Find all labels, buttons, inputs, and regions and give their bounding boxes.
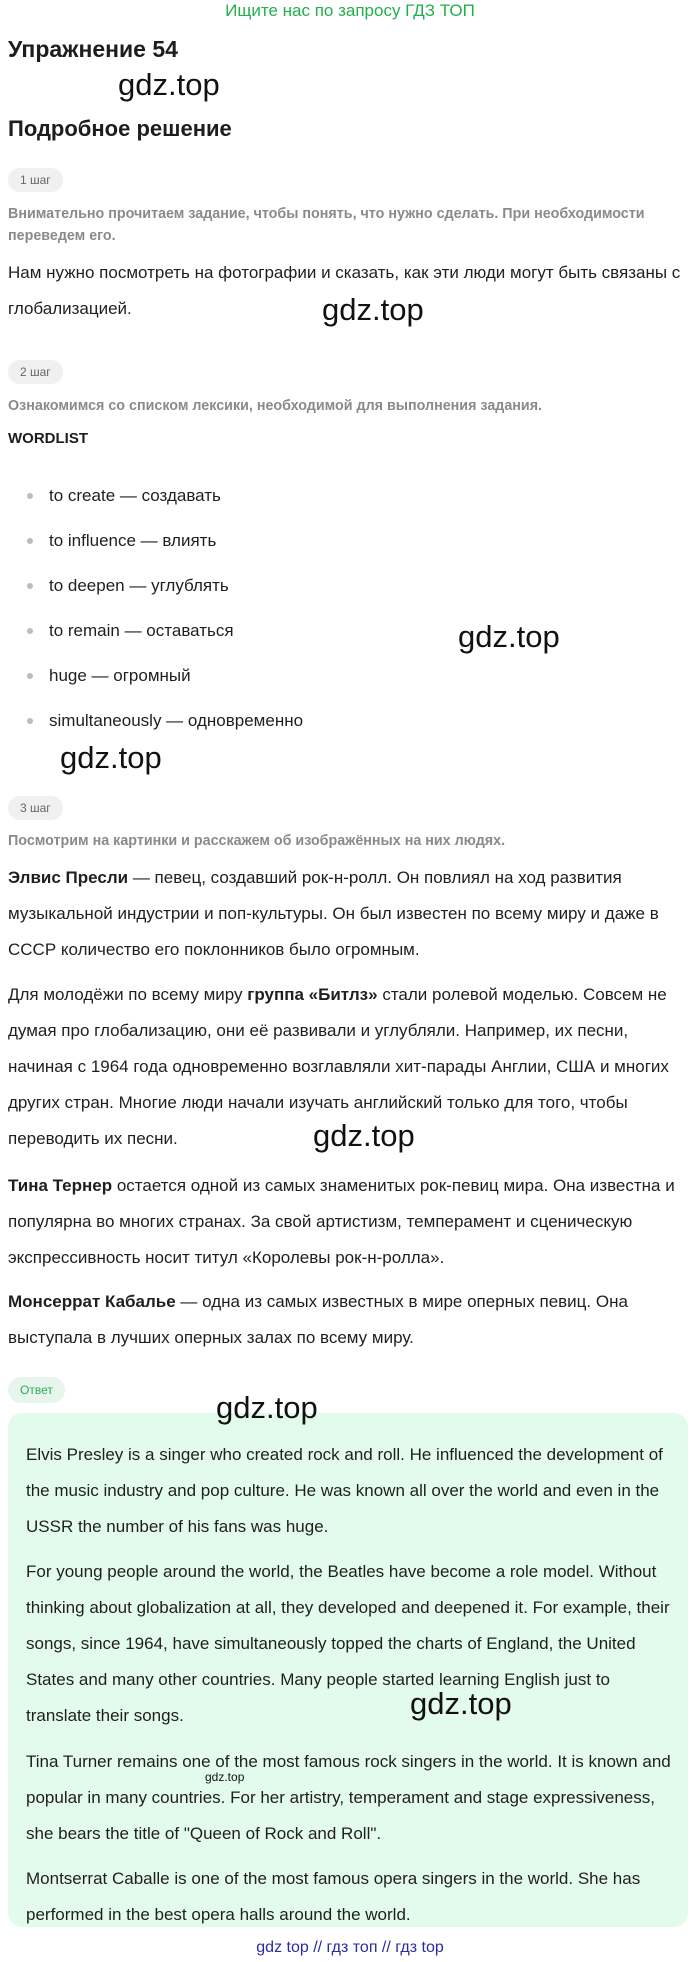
wordlist-heading: WORDLIST xyxy=(8,430,88,447)
step-3-caballe-paragraph xyxy=(8,1284,694,1356)
watermark: gdz.top xyxy=(313,1118,415,1153)
tina-name: Тина Тернер xyxy=(8,1176,113,1195)
beatles-text: стали ролевой моделью. Совсем не думая про глобализацию, они её развивали и углубляли. Например, их песни, начиная с 1964 года одновременно возглавляли хит-парады Англии, США и многих других стран. Многие люди начали изучать английский только для того, чтобы переводить их песни. xyxy=(8,985,669,1148)
step-1-tag: 1 шаг xyxy=(8,168,63,192)
elvis-name: Элвис Пресли xyxy=(8,868,129,887)
list-item: to create — создавать xyxy=(0,473,700,518)
list-item: simultaneously — одновременно xyxy=(0,698,700,743)
watermark: gdz.top xyxy=(322,292,424,327)
answer-paragraph: For young people around the world, the Beatles have become a role model. Without thinking about globalization at all, they developed and deepened it. For example, their songs, since 1964, have simultaneously topped the charts of England, the United States and many other countries. Many people started learning English just to translate their songs. xyxy=(26,1562,670,1725)
elvis-text: — певец, создавший рок-н-ролл. Он повлиял на ход развития музыкальной индустрии и поп-культуры. Он был известен по всему миру и даже в СССР количество его поклонников было огромным. xyxy=(8,868,659,959)
step-1-hint: Внимательно прочитаем задание, чтобы понять, что нужно сделать. При необходимости переведем его. xyxy=(8,206,645,244)
answer-paragraph: Montserrat Caballe is one of the most famous opera singers in the world. She has performed in the best opera halls around the world. xyxy=(26,1869,641,1924)
exercise-title: Упражнение 54 xyxy=(8,36,178,62)
answer-paragraph: Elvis Presley is a singer who created rock and roll. He influenced the development of the music industry and pop culture. He was known all over the world and even in the USSR the number of his fans was huge. xyxy=(26,1445,663,1536)
beatles-name: группа «Битлз» xyxy=(247,985,378,1004)
watermark: gdz.top xyxy=(216,1390,318,1425)
tina-text: остается одной из самых знаменитых рок-певиц мира. Она известна и популярна во многих странах. За свой артистизм, темперамент и сценическую экспрессивность носит титул «Королевы рок-н-ролла». xyxy=(8,1176,675,1267)
step-3-tina-paragraph xyxy=(8,1168,694,1276)
watermark: gdz.top xyxy=(60,740,162,775)
list-item: to deepen — углублять xyxy=(0,563,700,608)
watermark: gdz.top xyxy=(118,67,220,102)
watermark-small: gdz.top xyxy=(205,1770,245,1784)
list-item: huge — огромный xyxy=(0,653,700,698)
wordlist xyxy=(0,473,700,743)
step-3-hint: Посмотрим на картинки и расскажем об изображённых на них людях. xyxy=(8,833,506,849)
step-3-tag: 3 шаг xyxy=(8,796,63,820)
caballe-text: — одна из самых известных в мире оперных певиц. Она выступала в лучших оперных залах по всему миру. xyxy=(8,1292,628,1347)
watermark: gdz.top xyxy=(410,1686,512,1721)
beatles-text-start: Для молодёжи по всему миру xyxy=(8,985,248,1004)
step-3-elvis-paragraph xyxy=(8,860,694,968)
list-item: to remain — оставаться xyxy=(0,608,700,653)
list-item: to influence — влиять xyxy=(0,518,700,563)
solution-heading: Подробное решение xyxy=(8,116,232,141)
step-2-tag: 2 шаг xyxy=(8,360,63,384)
search-banner: Ищите нас по запросу ГДЗ ТОП xyxy=(225,1,475,20)
answer-paragraph: Tina Turner remains one of the most famous rock singers in the world. It is known and popular in many countries. For her artistry, temperament and stage expressiveness, she bears the title of "Queen of Rock and Roll". xyxy=(26,1752,671,1843)
answer-tag: Ответ xyxy=(8,1377,65,1403)
step-1-text: Нам нужно посмотреть на фотографии и сказать, как эти люди могут быть связаны с глобализацией. xyxy=(8,263,681,318)
footer-links: gdz top // гдз топ // гдз top xyxy=(256,1939,444,1956)
step-2-hint: Ознакомимся со списком лексики, необходимой для выполнения задания. xyxy=(8,398,543,414)
caballe-name: Монсеррат Кабалье xyxy=(8,1292,176,1311)
watermark: gdz.top xyxy=(458,619,560,654)
